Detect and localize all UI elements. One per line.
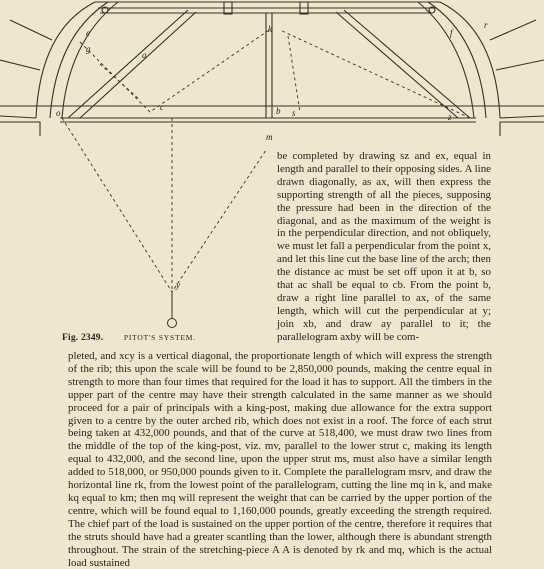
figure-number: Fig. 2349. [62, 333, 104, 343]
figure-name: PITOT'S SYSTEM. [123, 333, 196, 342]
point-label-o: o [56, 108, 61, 118]
point-label-b: b [276, 106, 281, 116]
left-strut [68, 10, 196, 118]
left-outer-rib [36, 2, 95, 118]
point-label-c: c [160, 102, 164, 112]
stretching-piece [60, 118, 476, 122]
plumb-bob [168, 292, 177, 328]
body-paragraph-text: pleted, and xcy is a vertical diagonal, the proportionate length of which will express the strength of the rib; this upon the scale will be found to be 2,850,000 pounds, making the centre equal in strength to more than four times that required for the load it has to support. All the timbers in the upper part of the centre may have their strength calculated in the same manner as we should proceed for a pair of principals with a king-post, making due allowance for the extra support given to a centre by the outer arched rib, which does not exist in a roof. The force of each strut being taken at 432,000 pounds, and that of the curve at 518,400, we must draw two lines from the middle of the top of the king-post, viz. mv, parallel to the lower strut c, making its length equal to 432,000, and the second line, upon the upper strut ms, must also have a similar length added to 518,000, or 950,000 pounds given to it. Complete the parallelogram msrv, and draw the horizontal line rk, from the lowest point of the parallelogram, cutting the line mq in k, and make kq equal to km; then mq will represent the weight that can be carried by the upper portion of the centre, which will be found equal to 1,160,000 pounds, greatly exceeding the strength required. The chief part of the load is sustained on the upper portion of the centre, therefore it requires that the struts should have had a greater scantling than the lower, although there is abundant strength throughout. The strain of the stretching-piece A A is denoted by rk and mq, which is the actual load sustained [68, 350, 492, 569]
right-middle-rib [428, 2, 486, 118]
diagonal-lines [62, 118, 266, 292]
point-label-g: g [86, 44, 91, 54]
wrap-paragraph [277, 150, 491, 344]
point-label-y: y [176, 280, 180, 290]
point-label-m: m [266, 132, 273, 142]
point-label-e: e [86, 28, 90, 38]
right-strut [336, 10, 470, 118]
point-label-k: k [268, 24, 272, 34]
figure-caption [62, 333, 272, 343]
point-label-r: r [484, 20, 488, 30]
right-inner-rib [418, 2, 474, 118]
point-label-s: s [292, 108, 296, 118]
point-label-a: a [142, 50, 147, 60]
point-label-f: f [450, 28, 453, 38]
wrap-paragraph-text: be completed by drawing sz and ex, equal in length and parallel to their opposing sides. A line drawn diagonally, as ax, will then express the supporting strength of all the pieces, supposing the pressure had been in the direction of the diagonal, and as the maximum of the weight is in the perpendicular direction, and not obliquely, we must let fall a perpendicular from the point x, and let this line cut the base line of the arch; then the distance ac must be set off upon it at b, so that ac shall be equal to cb. From the point b, draw a right line parallel to ax, of the same length, which will cut the perpendicular at y; join xb, and draw ay parallel to it; the parallelogram axby will be com- [277, 150, 491, 343]
body-paragraph [68, 350, 492, 569]
point-label-z: z [448, 112, 452, 122]
